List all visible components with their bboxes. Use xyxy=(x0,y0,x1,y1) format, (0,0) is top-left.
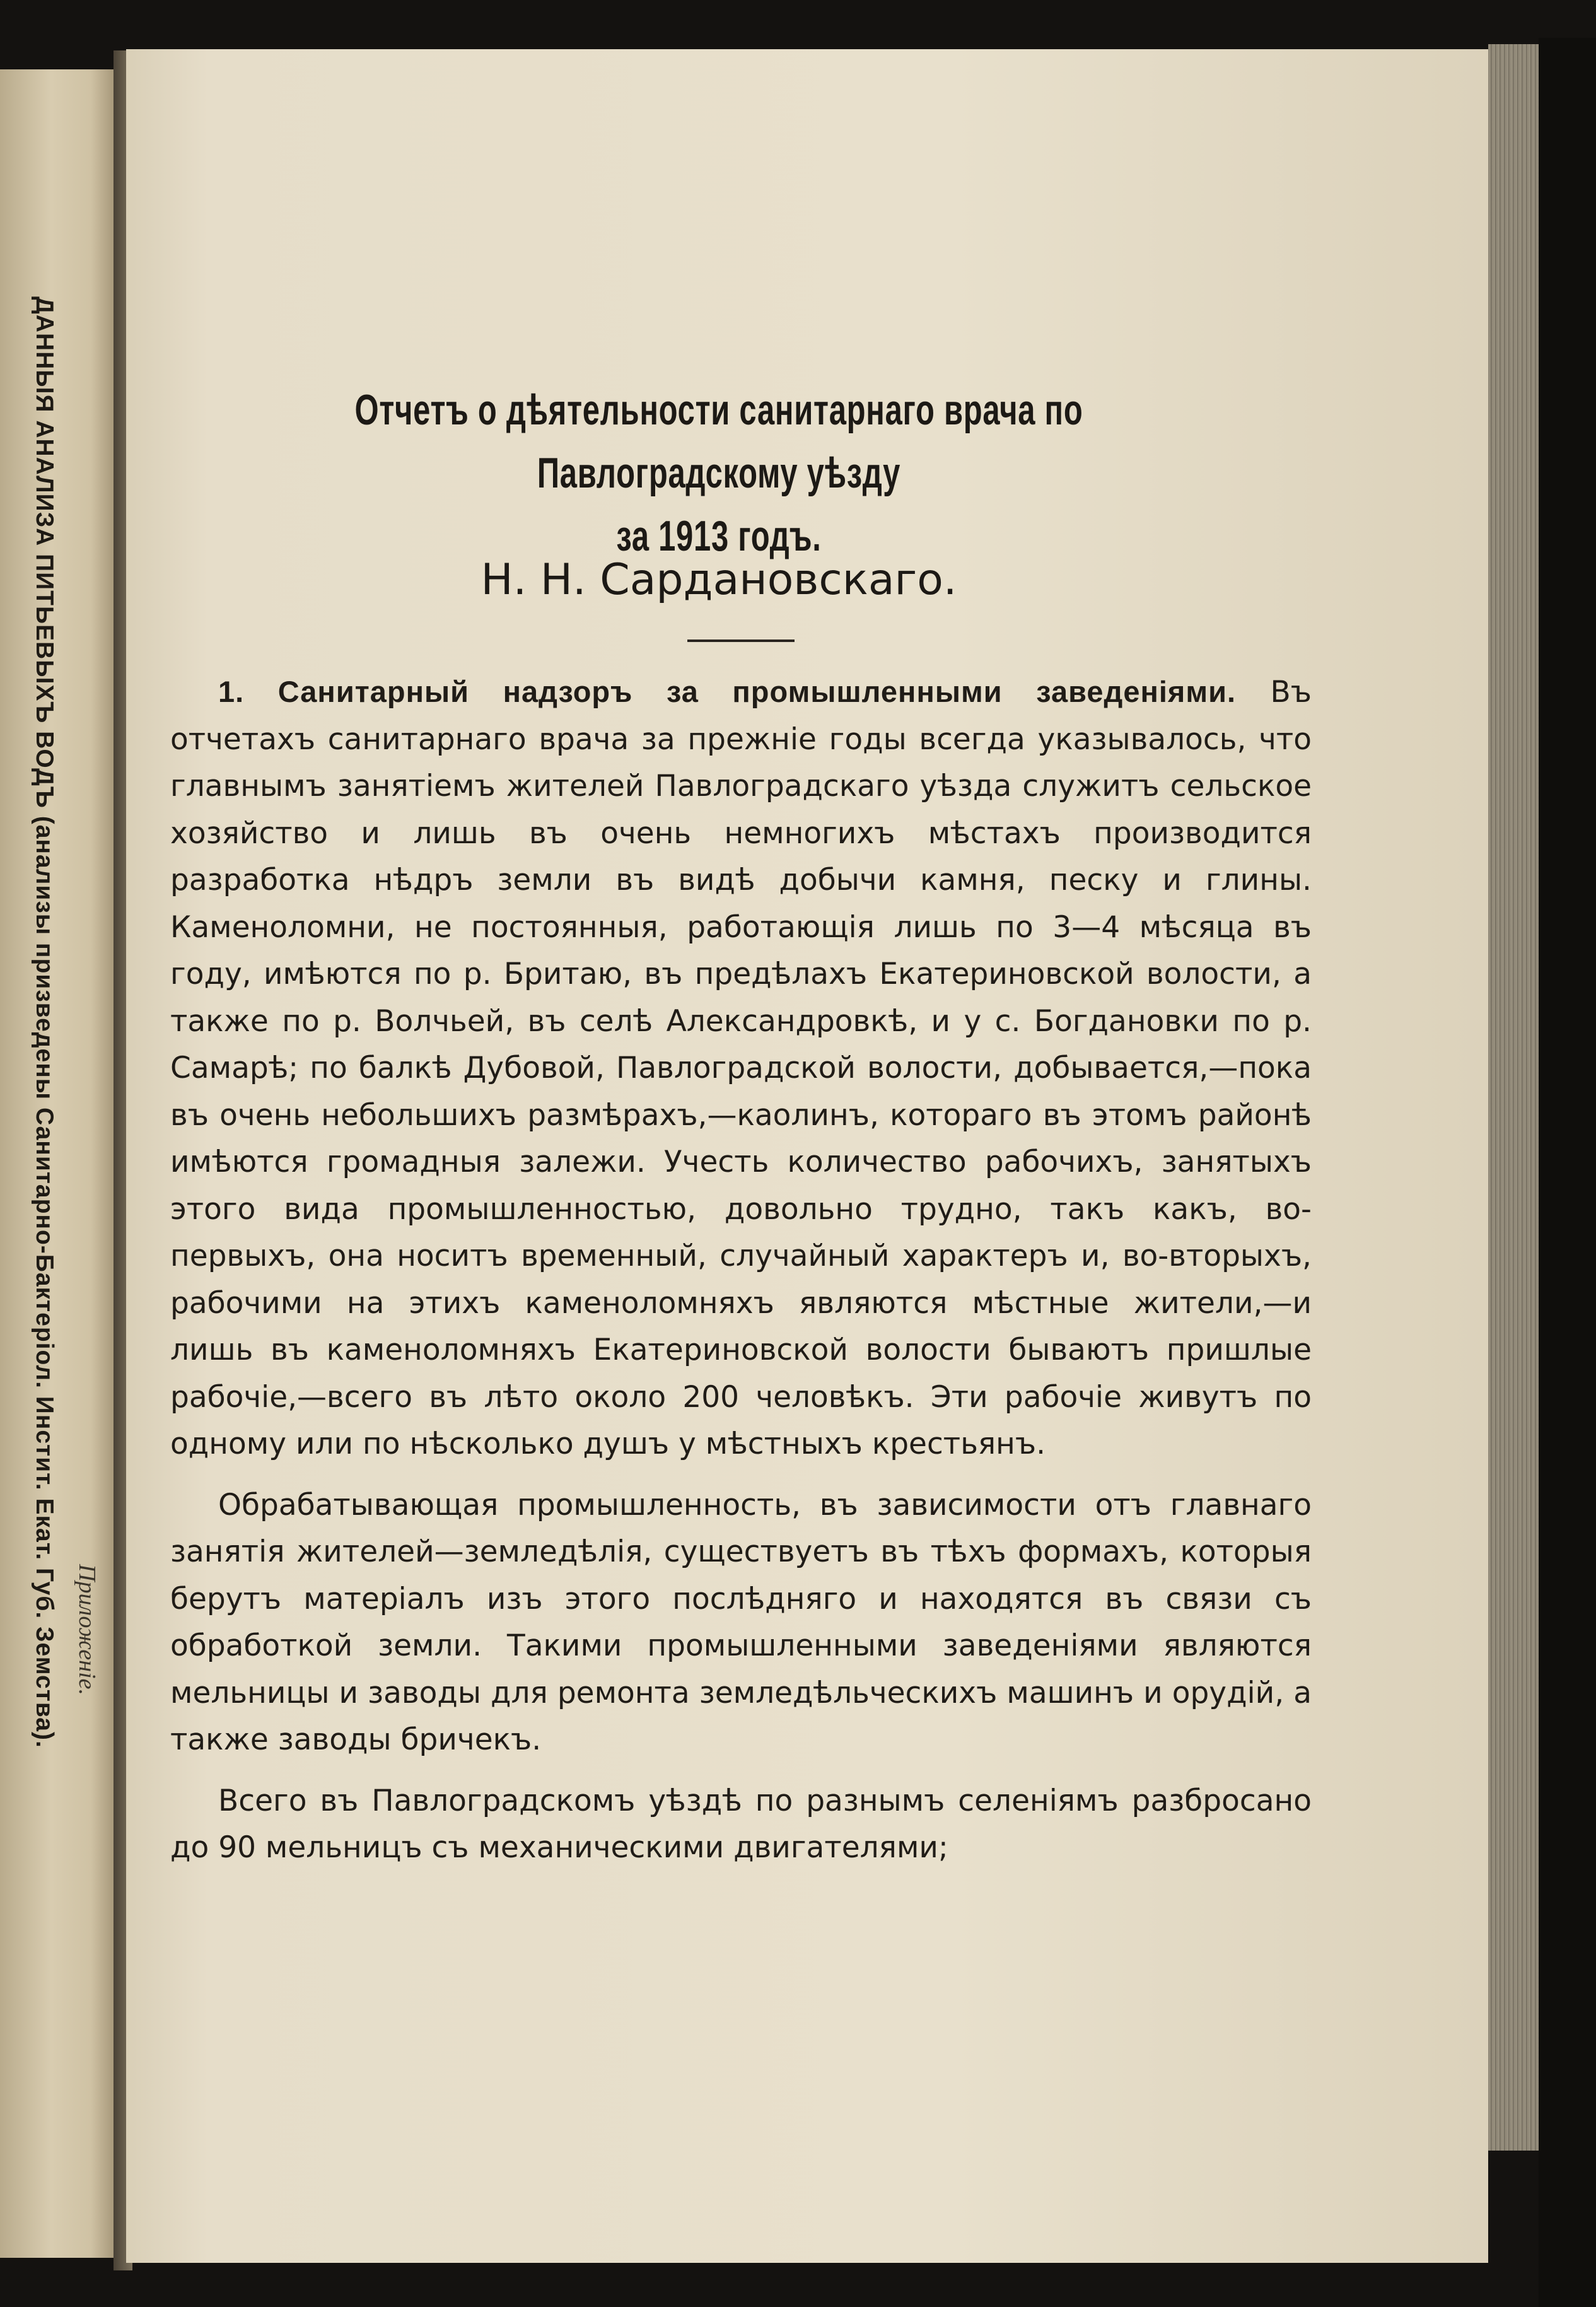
spine-title-text: ДАННЫЯ АНАЛИЗА ПИТЬЕВЫХЪ ВОДЪ (анализы призведены Санитарно-Бактеріол. Инстит. Екат. Губ. Земства). xyxy=(31,296,58,1748)
paragraph-1 xyxy=(170,669,1312,1468)
section-heading: 1. Санитарный надзоръ за промышленными заведеніями. xyxy=(218,675,1237,708)
paragraph-1-text: Въ отчетахъ санитарнаго врача за прежніе годы всегда указывалось, что главнымъ занятіемъ жителей Павлоградскаго уѣзда служитъ сельское хозяйство и лишь въ очень немногихъ мѣстахъ производится разработка нѣдръ земли въ видѣ добычи камня, песку и глины. Каменоломни, не постоянныя, работающія лишь по 3—4 мѣсяца въ году, имѣются по р. Бритаю, въ предѣлахъ Екатериновской волости, а также по р. Волчьей, въ селѣ Александровкѣ, и у с. Богдановки по р. Самарѣ; по балкѣ Дубовой, Павлоградской волости, добывается,—пока въ очень небольшихъ размѣрахъ,—каолинъ, котораго въ этомъ районѣ имѣются громадныя залежи. Учесть количество рабочихъ, занятыхъ этого вида промышленностью, довольно трудно, такъ какъ, во-первыхъ, она носитъ временный, случайный характеръ и, во-вторыхъ, рабочими на этихъ каменоломняхъ являются мѣстные жители,—и лишь въ каменоломняхъ Екатериновской волости бываютъ пришлые рабочіе,—всего въ лѣто около 200 человѣкъ. Эти рабочіе живутъ по одному или по нѣсколько душъ у мѣстныхъ крестьянъ. xyxy=(170,675,1312,1461)
title-line-1: Отчетъ о дѣятельности санитарнаго врача по Павлоградскому уѣзду xyxy=(354,386,1083,497)
appendix-label-text: Приложеніе. xyxy=(74,1564,100,1696)
article-author: Н. Н. Сардановскаго. xyxy=(481,555,957,605)
paragraph-3: Всего въ Павлоградскомъ уѣздѣ по разнымъ селеніямъ разбросано до 90 мельницъ съ механическими двигателями; xyxy=(170,1783,1312,1865)
page-edges xyxy=(1488,44,1539,2151)
background-right xyxy=(1539,38,1596,2307)
title-divider xyxy=(687,640,795,642)
article-title xyxy=(306,378,1132,568)
spine-appendix-label xyxy=(68,1564,106,1892)
title-line-2: за 1913 годъ. xyxy=(616,512,822,560)
spine-vertical-title xyxy=(19,296,69,1936)
article-body xyxy=(170,669,1312,1872)
paragraph-2: Обрабатывающая промышленность, въ зависимости отъ главнаго занятія жителей—земледѣлія, существуетъ въ тѣхъ формахъ, которыя берутъ матеріалъ изъ этого послѣдняго и находятся въ связи съ обработкой земли. Такими промышленными заведеніями являются мельницы и заводы для ремонта земледѣльческихъ машинъ и орудій, а также заводы бричекъ. xyxy=(170,1487,1312,1757)
